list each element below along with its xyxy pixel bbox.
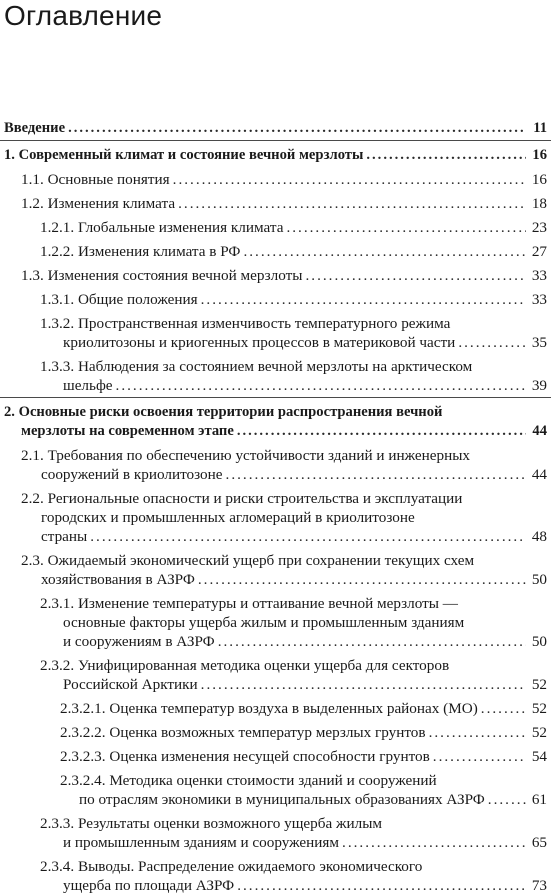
toc-entry-1-3[interactable] (0, 266, 551, 285)
leader-dots (116, 376, 526, 395)
leader-dots (243, 242, 526, 261)
entry-text-line: 2.3. Ожидаемый экономический ущерб при сохранении текущих схем (21, 552, 475, 569)
table-of-contents (0, 119, 551, 895)
entry-text: ущерба по площади АЗРФ (63, 877, 235, 894)
entry-text: 1.2.1. Глобальные изменения климата (40, 219, 284, 236)
leader-dots (366, 146, 526, 165)
entry-text: 1.3.1. Общие положения (40, 291, 198, 308)
entry-text-line: 2. Основные риски освоения территории распространения вечной (4, 404, 443, 420)
page-number: 44 (532, 423, 547, 439)
page-number: 61 (531, 791, 547, 808)
leader-dots (226, 465, 526, 484)
toc-entry-1-2[interactable] (0, 194, 551, 213)
toc-entry-1-3-2[interactable] (0, 314, 551, 352)
divider-line (0, 397, 551, 398)
leader-dots (218, 632, 526, 651)
leader-dots (481, 699, 526, 718)
entry-text: 2.3.2.2. Оценка возможных температур мерзлых грунтов (60, 724, 426, 741)
entry-text: 1. Современный климат и состояние вечной мерзлоты (4, 147, 364, 163)
page-number: 73 (531, 877, 547, 894)
page-number: 52 (531, 700, 547, 717)
entry-text: Российской Арктики (63, 676, 198, 693)
divider-line (0, 140, 551, 141)
toc-entry-1-3-1[interactable] (0, 290, 551, 309)
leader-dots (178, 194, 526, 213)
leader-dots (305, 266, 526, 285)
toc-entry-2-3-2-1[interactable] (0, 699, 551, 718)
page-number: 39 (531, 377, 547, 394)
toc-entry-2-1[interactable] (0, 446, 551, 484)
entry-text: по отраслям экономики в муниципальных образованиях АЗРФ (79, 791, 485, 808)
page-number: 16 (531, 171, 547, 188)
page-number: 35 (531, 334, 547, 351)
page-title: Оглавление (4, 0, 163, 31)
page-number: 44 (531, 466, 547, 483)
toc-entry-chapter-1[interactable] (0, 146, 551, 165)
entry-text: 2.3.2.1. Оценка температур воздуха в выделенных районах (МО) (60, 700, 478, 717)
toc-entry-1-2-2[interactable] (0, 242, 551, 261)
leader-dots (286, 218, 526, 237)
entry-text: 1.1. Основные понятия (21, 171, 170, 188)
entry-text-line: 2.3.4. Выводы. Распределение ожидаемого экономического (40, 858, 423, 875)
entry-text-line: 2.3.2.4. Методика оценки стоимости зданий и сооружений (60, 772, 437, 789)
page-number: 18 (531, 195, 547, 212)
entry-text: и промышленным зданиям и сооружениям (63, 834, 340, 851)
toc-entry-chapter-2[interactable] (0, 403, 551, 441)
entry-text: сооружений в криолитозоне (41, 466, 223, 483)
page-number: 52 (531, 676, 547, 693)
leader-dots (429, 723, 526, 742)
toc-entry-2-3-4[interactable] (0, 857, 551, 895)
page-number: 27 (531, 243, 547, 260)
toc-entry-2-3-3[interactable] (0, 814, 551, 852)
leader-dots (201, 290, 526, 309)
toc-entry-1-3-3[interactable] (0, 357, 551, 395)
entry-text: 1.3. Изменения состояния вечной мерзлоты (21, 267, 303, 284)
entry-text-line: 2.2. Региональные опасности и риски строительства и эксплуатации (21, 490, 463, 507)
toc-entry-2-3-2-4[interactable] (0, 771, 551, 809)
entry-text-line: 1.3.3. Наблюдения за состоянием вечной мерзлоты на арктическом (40, 358, 473, 375)
page-number: 23 (531, 219, 547, 236)
toc-entry-1-2-1[interactable] (0, 218, 551, 237)
entry-text-line: 1.3.2. Пространственная изменчивость температурного режима (40, 315, 451, 332)
toc-entry-1-1[interactable] (0, 170, 551, 189)
entry-text-line: 2.3.1. Изменение температуры и оттаивание вечной мерзлоты — (40, 595, 458, 612)
leader-dots (433, 747, 526, 766)
leader-dots (488, 790, 526, 809)
page-number: 16 (532, 147, 547, 163)
entry-text: криолитозоны и криогенных процессов в материковой части (63, 334, 456, 351)
page-number: 52 (531, 724, 547, 741)
toc-entry-2-3-2[interactable] (0, 656, 551, 694)
leader-dots (198, 570, 526, 589)
entry-text-line: 2.1. Требования по обеспечению устойчивости зданий и инженерных (21, 447, 471, 464)
entry-text: и сооружениям в АЗРФ (63, 633, 215, 650)
toc-entry-2-3-1[interactable] (0, 594, 551, 651)
toc-entry-2-3-2-3[interactable] (0, 747, 551, 766)
toc-entry-2-3-2-2[interactable] (0, 723, 551, 742)
page-number: 33 (531, 291, 547, 308)
entry-text-line: городских и промышленных агломераций в криолитозоне (41, 509, 415, 526)
entry-text: Введение (4, 120, 66, 136)
leader-dots (237, 422, 526, 441)
leader-dots (90, 527, 526, 546)
entry-text-line: 2.3.2. Унифицированная методика оценки ущерба для секторов (40, 657, 450, 674)
entry-text: 2.3.2.3. Оценка изменения несущей способности грунтов (60, 748, 430, 765)
leader-dots (173, 170, 526, 189)
page-number: 33 (531, 267, 547, 284)
page-number: 65 (531, 834, 547, 851)
entry-text: 1.2.2. Изменения климата в РФ (40, 243, 241, 260)
toc-entry-introduction[interactable] (0, 119, 551, 138)
page-number: 11 (533, 120, 547, 136)
entry-text: мерзлоты на современном этапе (21, 423, 234, 439)
entry-text: страны (41, 528, 88, 545)
leader-dots (201, 675, 526, 694)
page-number: 48 (531, 528, 547, 545)
entry-text-line: основные факторы ущерба жилым и промышленным зданиям (63, 614, 465, 631)
toc-entry-2-3[interactable] (0, 551, 551, 589)
entry-text-line: 2.3.3. Результаты оценки возможного ущерба жилым (40, 815, 383, 832)
toc-entry-2-2[interactable] (0, 489, 551, 546)
entry-text: 1.2. Изменения климата (21, 195, 176, 212)
entry-text: шельфе (63, 377, 113, 394)
page-number: 54 (531, 748, 547, 765)
entry-text: хозяйствования в АЗРФ (41, 571, 195, 588)
leader-dots (342, 833, 526, 852)
page-number: 50 (531, 633, 547, 650)
leader-dots (237, 876, 526, 895)
page-number: 50 (531, 571, 547, 588)
leader-dots (458, 333, 526, 352)
leader-dots (68, 119, 526, 138)
